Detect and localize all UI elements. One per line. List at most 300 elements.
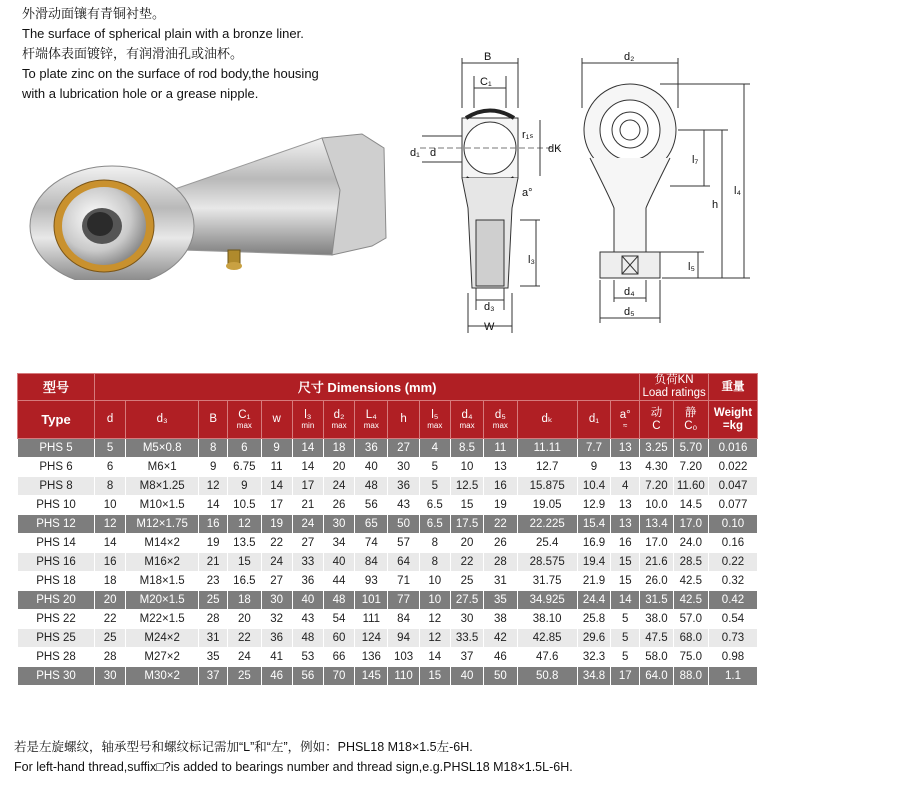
col-dyn-label: C	[652, 419, 661, 432]
label-h: h	[712, 199, 719, 211]
cell-C0: 5.70	[673, 439, 708, 458]
col-C1-sub: max	[236, 421, 252, 430]
cell-h: 36	[388, 477, 419, 496]
table-row	[18, 553, 758, 572]
cell-wt: 0.22	[708, 553, 757, 572]
intro-line-en-3: with a lubrication hole or a grease nipple.	[22, 86, 259, 101]
cell-d5: 28	[484, 553, 517, 572]
cell-l3: 14	[292, 439, 323, 458]
cell-C0: 14.5	[673, 496, 708, 515]
cell-C: 64.0	[640, 667, 673, 686]
cell-d3: M24×2	[126, 629, 199, 648]
col-d2	[323, 401, 354, 439]
cell-d4: 25	[450, 572, 483, 591]
cell-l3: 40	[292, 591, 323, 610]
cell-l5: 10	[419, 572, 450, 591]
col-l3-label: l₃	[304, 409, 312, 421]
cell-C1: 24	[228, 648, 261, 667]
cell-L4: 136	[355, 648, 388, 667]
cell-d3: M18×1.5	[126, 572, 199, 591]
cell-w: 17	[261, 496, 292, 515]
intro-line-cn-1: 外滑动面镶有青铜衬垫。	[22, 6, 166, 21]
col-static-load	[673, 401, 708, 439]
table-row	[18, 591, 758, 610]
cell-w: 24	[261, 553, 292, 572]
col-l5-sub: max	[427, 421, 443, 430]
cell-d: 30	[95, 667, 126, 686]
cell-d2: 30	[323, 515, 354, 534]
cell-w: 41	[261, 648, 292, 667]
cell-a: 13	[611, 496, 640, 515]
col-d2-label: d₂	[333, 409, 345, 421]
header-dimensions: 尺寸 Dimensions (mm)	[95, 374, 640, 401]
cell-d3: M6×1	[126, 458, 199, 477]
cell-dk: 12.7	[517, 458, 577, 477]
label-d4: d₄	[624, 286, 635, 298]
cell-B: 37	[199, 667, 228, 686]
cell-d5: 26	[484, 534, 517, 553]
cell-d3: M30×2	[126, 667, 199, 686]
cell-l3: 17	[292, 477, 323, 496]
cell-d5: 13	[484, 458, 517, 477]
cell-a: 16	[611, 534, 640, 553]
cell-C: 26.0	[640, 572, 673, 591]
cell-w: 46	[261, 667, 292, 686]
cell-d3: M5×0.8	[126, 439, 199, 458]
header-weight-cn: 重量	[708, 374, 757, 401]
cell-B: 25	[199, 591, 228, 610]
cell-L4: 124	[355, 629, 388, 648]
cell-wt: 0.10	[708, 515, 757, 534]
cell-B: 35	[199, 648, 228, 667]
cell-a: 14	[611, 591, 640, 610]
cell-l5: 12	[419, 629, 450, 648]
cell-dk: 11.11	[517, 439, 577, 458]
cell-C1: 18	[228, 591, 261, 610]
cell-type: PHS 14	[18, 534, 95, 553]
col-weight-unit: =kg	[722, 419, 744, 432]
cell-d1: 15.4	[577, 515, 610, 534]
label-alpha: a°	[522, 187, 533, 199]
cell-d: 16	[95, 553, 126, 572]
cell-C1: 15	[228, 553, 261, 572]
cell-wt: 0.16	[708, 534, 757, 553]
cell-d5: 46	[484, 648, 517, 667]
cell-l5: 15	[419, 667, 450, 686]
cell-type: PHS 25	[18, 629, 95, 648]
cell-C1: 12	[228, 515, 261, 534]
cell-type: PHS 16	[18, 553, 95, 572]
cell-L4: 65	[355, 515, 388, 534]
cell-a: 17	[611, 667, 640, 686]
spec-table	[17, 373, 758, 686]
cell-d4: 33.5	[450, 629, 483, 648]
cell-C: 38.0	[640, 610, 673, 629]
cell-h: 30	[388, 458, 419, 477]
cell-C1: 16.5	[228, 572, 261, 591]
cell-d4: 12.5	[450, 477, 483, 496]
cell-L4: 48	[355, 477, 388, 496]
table-row	[18, 572, 758, 591]
cell-C0: 24.0	[673, 534, 708, 553]
cell-C1: 6.75	[228, 458, 261, 477]
cell-h: 57	[388, 534, 419, 553]
cell-C: 10.0	[640, 496, 673, 515]
cell-l5: 10	[419, 591, 450, 610]
col-d: d	[95, 401, 126, 439]
col-C1-label: C₁	[238, 409, 251, 421]
cell-h: 27	[388, 439, 419, 458]
cell-B: 14	[199, 496, 228, 515]
cell-type: PHS 12	[18, 515, 95, 534]
col-L4	[355, 401, 388, 439]
section-view-drawing	[400, 48, 580, 348]
col-dynamic-load	[640, 401, 673, 439]
cell-l5: 14	[419, 648, 450, 667]
cell-d5: 16	[484, 477, 517, 496]
col-d5	[484, 401, 517, 439]
col-d2-sub: max	[331, 421, 347, 430]
cell-C0: 68.0	[673, 629, 708, 648]
cell-L4: 84	[355, 553, 388, 572]
cell-d5: 31	[484, 572, 517, 591]
cell-d4: 30	[450, 610, 483, 629]
cell-C: 17.0	[640, 534, 673, 553]
col-L4-label: L₄	[365, 409, 377, 421]
cell-C0: 88.0	[673, 667, 708, 686]
col-d5-sub: max	[492, 421, 508, 430]
col-weight-en: Weight	[713, 406, 753, 419]
col-dk: dₖ	[517, 401, 577, 439]
header-load	[640, 374, 709, 401]
cell-B: 31	[199, 629, 228, 648]
cell-dk: 25.4	[517, 534, 577, 553]
cell-d5: 19	[484, 496, 517, 515]
cell-dk: 15.875	[517, 477, 577, 496]
cell-C1: 13.5	[228, 534, 261, 553]
col-a-sub: ≈	[623, 421, 628, 430]
cell-l3: 24	[292, 515, 323, 534]
cell-C0: 42.5	[673, 572, 708, 591]
col-d5-label: d₅	[494, 409, 506, 421]
cell-type: PHS 18	[18, 572, 95, 591]
footnote-en: For left-hand thread,suffix□?is added to bearings number and thread sign,e.g.PHSL18 M18×1.5L-6H.	[14, 760, 573, 774]
cell-B: 23	[199, 572, 228, 591]
intro-line-cn-2: 杆端体表面镀锌，有润滑油孔或油杯。	[22, 46, 244, 61]
cell-wt: 0.077	[708, 496, 757, 515]
cell-L4: 93	[355, 572, 388, 591]
cell-d2: 18	[323, 439, 354, 458]
label-dK: dK	[548, 143, 562, 155]
cell-l3: 14	[292, 458, 323, 477]
col-l3	[292, 401, 323, 439]
cell-type: PHS 20	[18, 591, 95, 610]
cell-a: 15	[611, 553, 640, 572]
cell-d3: M27×2	[126, 648, 199, 667]
cell-d4: 20	[450, 534, 483, 553]
label-B: B	[484, 51, 492, 63]
cell-d1: 29.6	[577, 629, 610, 648]
cell-d2: 20	[323, 458, 354, 477]
cell-C1: 6	[228, 439, 261, 458]
cell-C: 47.5	[640, 629, 673, 648]
cell-B: 19	[199, 534, 228, 553]
spec-table-body	[18, 439, 758, 686]
cell-dk: 38.10	[517, 610, 577, 629]
cell-d2: 34	[323, 534, 354, 553]
table-row	[18, 496, 758, 515]
cell-d: 6	[95, 458, 126, 477]
cell-C1: 25	[228, 667, 261, 686]
cell-w: 32	[261, 610, 292, 629]
cell-C0: 42.5	[673, 591, 708, 610]
col-l3-sub: min	[301, 421, 315, 430]
cell-d5: 11	[484, 439, 517, 458]
cell-d4: 8.5	[450, 439, 483, 458]
cell-d1: 7.7	[577, 439, 610, 458]
cell-a: 5	[611, 610, 640, 629]
cell-a: 5	[611, 629, 640, 648]
label-d2: d₂	[624, 51, 635, 63]
cell-l3: 43	[292, 610, 323, 629]
col-weight	[708, 401, 757, 439]
cell-C: 58.0	[640, 648, 673, 667]
col-C1	[228, 401, 261, 439]
col-h: h	[388, 401, 419, 439]
cell-d4: 27.5	[450, 591, 483, 610]
cell-d1: 32.3	[577, 648, 610, 667]
cell-dk: 31.75	[517, 572, 577, 591]
cell-L4: 40	[355, 458, 388, 477]
cell-d5: 42	[484, 629, 517, 648]
cell-d3: M16×2	[126, 553, 199, 572]
cell-w: 14	[261, 477, 292, 496]
cell-dk: 19.05	[517, 496, 577, 515]
cell-d2: 66	[323, 648, 354, 667]
intro-line-en-1: The surface of spherical plain with a bronze liner.	[22, 26, 304, 41]
cell-h: 50	[388, 515, 419, 534]
label-l5: l₅	[688, 261, 695, 273]
cell-d1: 21.9	[577, 572, 610, 591]
cell-B: 12	[199, 477, 228, 496]
cell-B: 8	[199, 439, 228, 458]
footnote-cn: 若是左旋螺纹，轴承型号和螺纹标记需加“L”和“左”，例如：PHSL18 M18×1.5左-6H.	[14, 740, 473, 754]
cell-C1: 22	[228, 629, 261, 648]
cell-B: 16	[199, 515, 228, 534]
col-d4-sub: max	[459, 421, 475, 430]
cell-type: PHS 28	[18, 648, 95, 667]
col-d3: d₃	[126, 401, 199, 439]
cell-l5: 6.5	[419, 515, 450, 534]
cell-d5: 50	[484, 667, 517, 686]
cell-d2: 48	[323, 591, 354, 610]
table-row	[18, 439, 758, 458]
cell-l5: 5	[419, 458, 450, 477]
cell-d5: 38	[484, 610, 517, 629]
cell-dk: 28.575	[517, 553, 577, 572]
label-d: d	[430, 147, 437, 159]
cell-d1: 19.4	[577, 553, 610, 572]
cell-l3: 36	[292, 572, 323, 591]
cell-w: 9	[261, 439, 292, 458]
cell-l5: 5	[419, 477, 450, 496]
cell-d: 8	[95, 477, 126, 496]
col-a-label: a°	[619, 409, 631, 421]
cell-d1: 12.9	[577, 496, 610, 515]
cell-dk: 47.6	[517, 648, 577, 667]
cell-C0: 11.60	[673, 477, 708, 496]
cell-dk: 34.925	[517, 591, 577, 610]
cell-C0: 57.0	[673, 610, 708, 629]
cell-a: 13	[611, 515, 640, 534]
intro-line-en-2: To plate zinc on the surface of rod body,the housing	[22, 66, 319, 81]
cell-d: 12	[95, 515, 126, 534]
cell-C0: 7.20	[673, 458, 708, 477]
cell-l5: 12	[419, 610, 450, 629]
cell-w: 22	[261, 534, 292, 553]
table-row	[18, 458, 758, 477]
table-row	[18, 648, 758, 667]
header-model-en: Type	[18, 401, 95, 439]
cell-C: 4.30	[640, 458, 673, 477]
cell-C1: 10.5	[228, 496, 261, 515]
cell-L4: 101	[355, 591, 388, 610]
cell-wt: 0.32	[708, 572, 757, 591]
label-W: W	[484, 321, 495, 333]
table-row	[18, 667, 758, 686]
cell-d3: M10×1.5	[126, 496, 199, 515]
cell-h: 84	[388, 610, 419, 629]
label-r1s: r₁ₛ	[522, 129, 534, 141]
cell-d: 18	[95, 572, 126, 591]
cell-d2: 40	[323, 553, 354, 572]
cell-type: PHS 6	[18, 458, 95, 477]
cell-h: 71	[388, 572, 419, 591]
table-row	[18, 629, 758, 648]
cell-C: 21.6	[640, 553, 673, 572]
cell-d4: 10	[450, 458, 483, 477]
cell-a: 15	[611, 572, 640, 591]
cell-B: 21	[199, 553, 228, 572]
cell-l3: 53	[292, 648, 323, 667]
cell-type: PHS 5	[18, 439, 95, 458]
cell-dk: 42.85	[517, 629, 577, 648]
cell-d2: 70	[323, 667, 354, 686]
cell-C: 13.4	[640, 515, 673, 534]
label-d3: d₃	[484, 301, 495, 313]
cell-d5: 22	[484, 515, 517, 534]
cell-C: 7.20	[640, 477, 673, 496]
cell-dk: 22.225	[517, 515, 577, 534]
cell-B: 9	[199, 458, 228, 477]
cell-a: 5	[611, 648, 640, 667]
cell-d4: 15	[450, 496, 483, 515]
cell-h: 64	[388, 553, 419, 572]
cell-d1: 34.8	[577, 667, 610, 686]
cell-L4: 56	[355, 496, 388, 515]
label-d1: d₁	[410, 147, 420, 159]
cell-C0: 28.5	[673, 553, 708, 572]
cell-d5: 35	[484, 591, 517, 610]
cell-l3: 48	[292, 629, 323, 648]
cell-d2: 54	[323, 610, 354, 629]
cell-type: PHS 8	[18, 477, 95, 496]
cell-w: 27	[261, 572, 292, 591]
cell-C1: 20	[228, 610, 261, 629]
cell-l3: 33	[292, 553, 323, 572]
footnote	[14, 737, 894, 777]
cell-d1: 24.4	[577, 591, 610, 610]
cell-d1: 9	[577, 458, 610, 477]
col-B: B	[199, 401, 228, 439]
table-row	[18, 515, 758, 534]
cell-L4: 111	[355, 610, 388, 629]
cell-d: 28	[95, 648, 126, 667]
cell-B: 28	[199, 610, 228, 629]
cell-d: 22	[95, 610, 126, 629]
cell-a: 13	[611, 439, 640, 458]
cell-L4: 36	[355, 439, 388, 458]
cell-wt: 0.42	[708, 591, 757, 610]
cell-h: 77	[388, 591, 419, 610]
cell-l5: 8	[419, 553, 450, 572]
cell-type: PHS 10	[18, 496, 95, 515]
cell-d: 10	[95, 496, 126, 515]
col-d4	[450, 401, 483, 439]
cell-d3: M12×1.75	[126, 515, 199, 534]
cell-d: 20	[95, 591, 126, 610]
cell-wt: 0.98	[708, 648, 757, 667]
cell-d1: 16.9	[577, 534, 610, 553]
label-l7: l₇	[692, 154, 699, 166]
cell-d3: M14×2	[126, 534, 199, 553]
cell-wt: 0.016	[708, 439, 757, 458]
table-row	[18, 534, 758, 553]
cell-l3: 56	[292, 667, 323, 686]
col-stat-cn: 静	[685, 406, 697, 419]
cell-wt: 1.1	[708, 667, 757, 686]
cell-d4: 40	[450, 667, 483, 686]
cell-a: 4	[611, 477, 640, 496]
cell-a: 13	[611, 458, 640, 477]
cell-l3: 27	[292, 534, 323, 553]
front-view-drawing	[570, 48, 790, 348]
col-a	[611, 401, 640, 439]
cell-C0: 75.0	[673, 648, 708, 667]
cell-d3: M22×1.5	[126, 610, 199, 629]
cell-type: PHS 22	[18, 610, 95, 629]
cell-l5: 8	[419, 534, 450, 553]
cell-d2: 44	[323, 572, 354, 591]
col-d4-label: d₄	[461, 409, 473, 421]
cell-d4: 17.5	[450, 515, 483, 534]
col-l5-label: l₅	[431, 409, 439, 421]
cell-d3: M8×1.25	[126, 477, 199, 496]
header-model-cn: 型号	[18, 374, 95, 401]
cell-d2: 24	[323, 477, 354, 496]
cell-d2: 26	[323, 496, 354, 515]
cell-type: PHS 30	[18, 667, 95, 686]
cell-d2: 60	[323, 629, 354, 648]
cell-L4: 74	[355, 534, 388, 553]
cell-w: 36	[261, 629, 292, 648]
cell-h: 103	[388, 648, 419, 667]
col-L4-sub: max	[363, 421, 379, 430]
cell-d1: 25.8	[577, 610, 610, 629]
cell-wt: 0.73	[708, 629, 757, 648]
cell-w: 19	[261, 515, 292, 534]
cell-w: 30	[261, 591, 292, 610]
